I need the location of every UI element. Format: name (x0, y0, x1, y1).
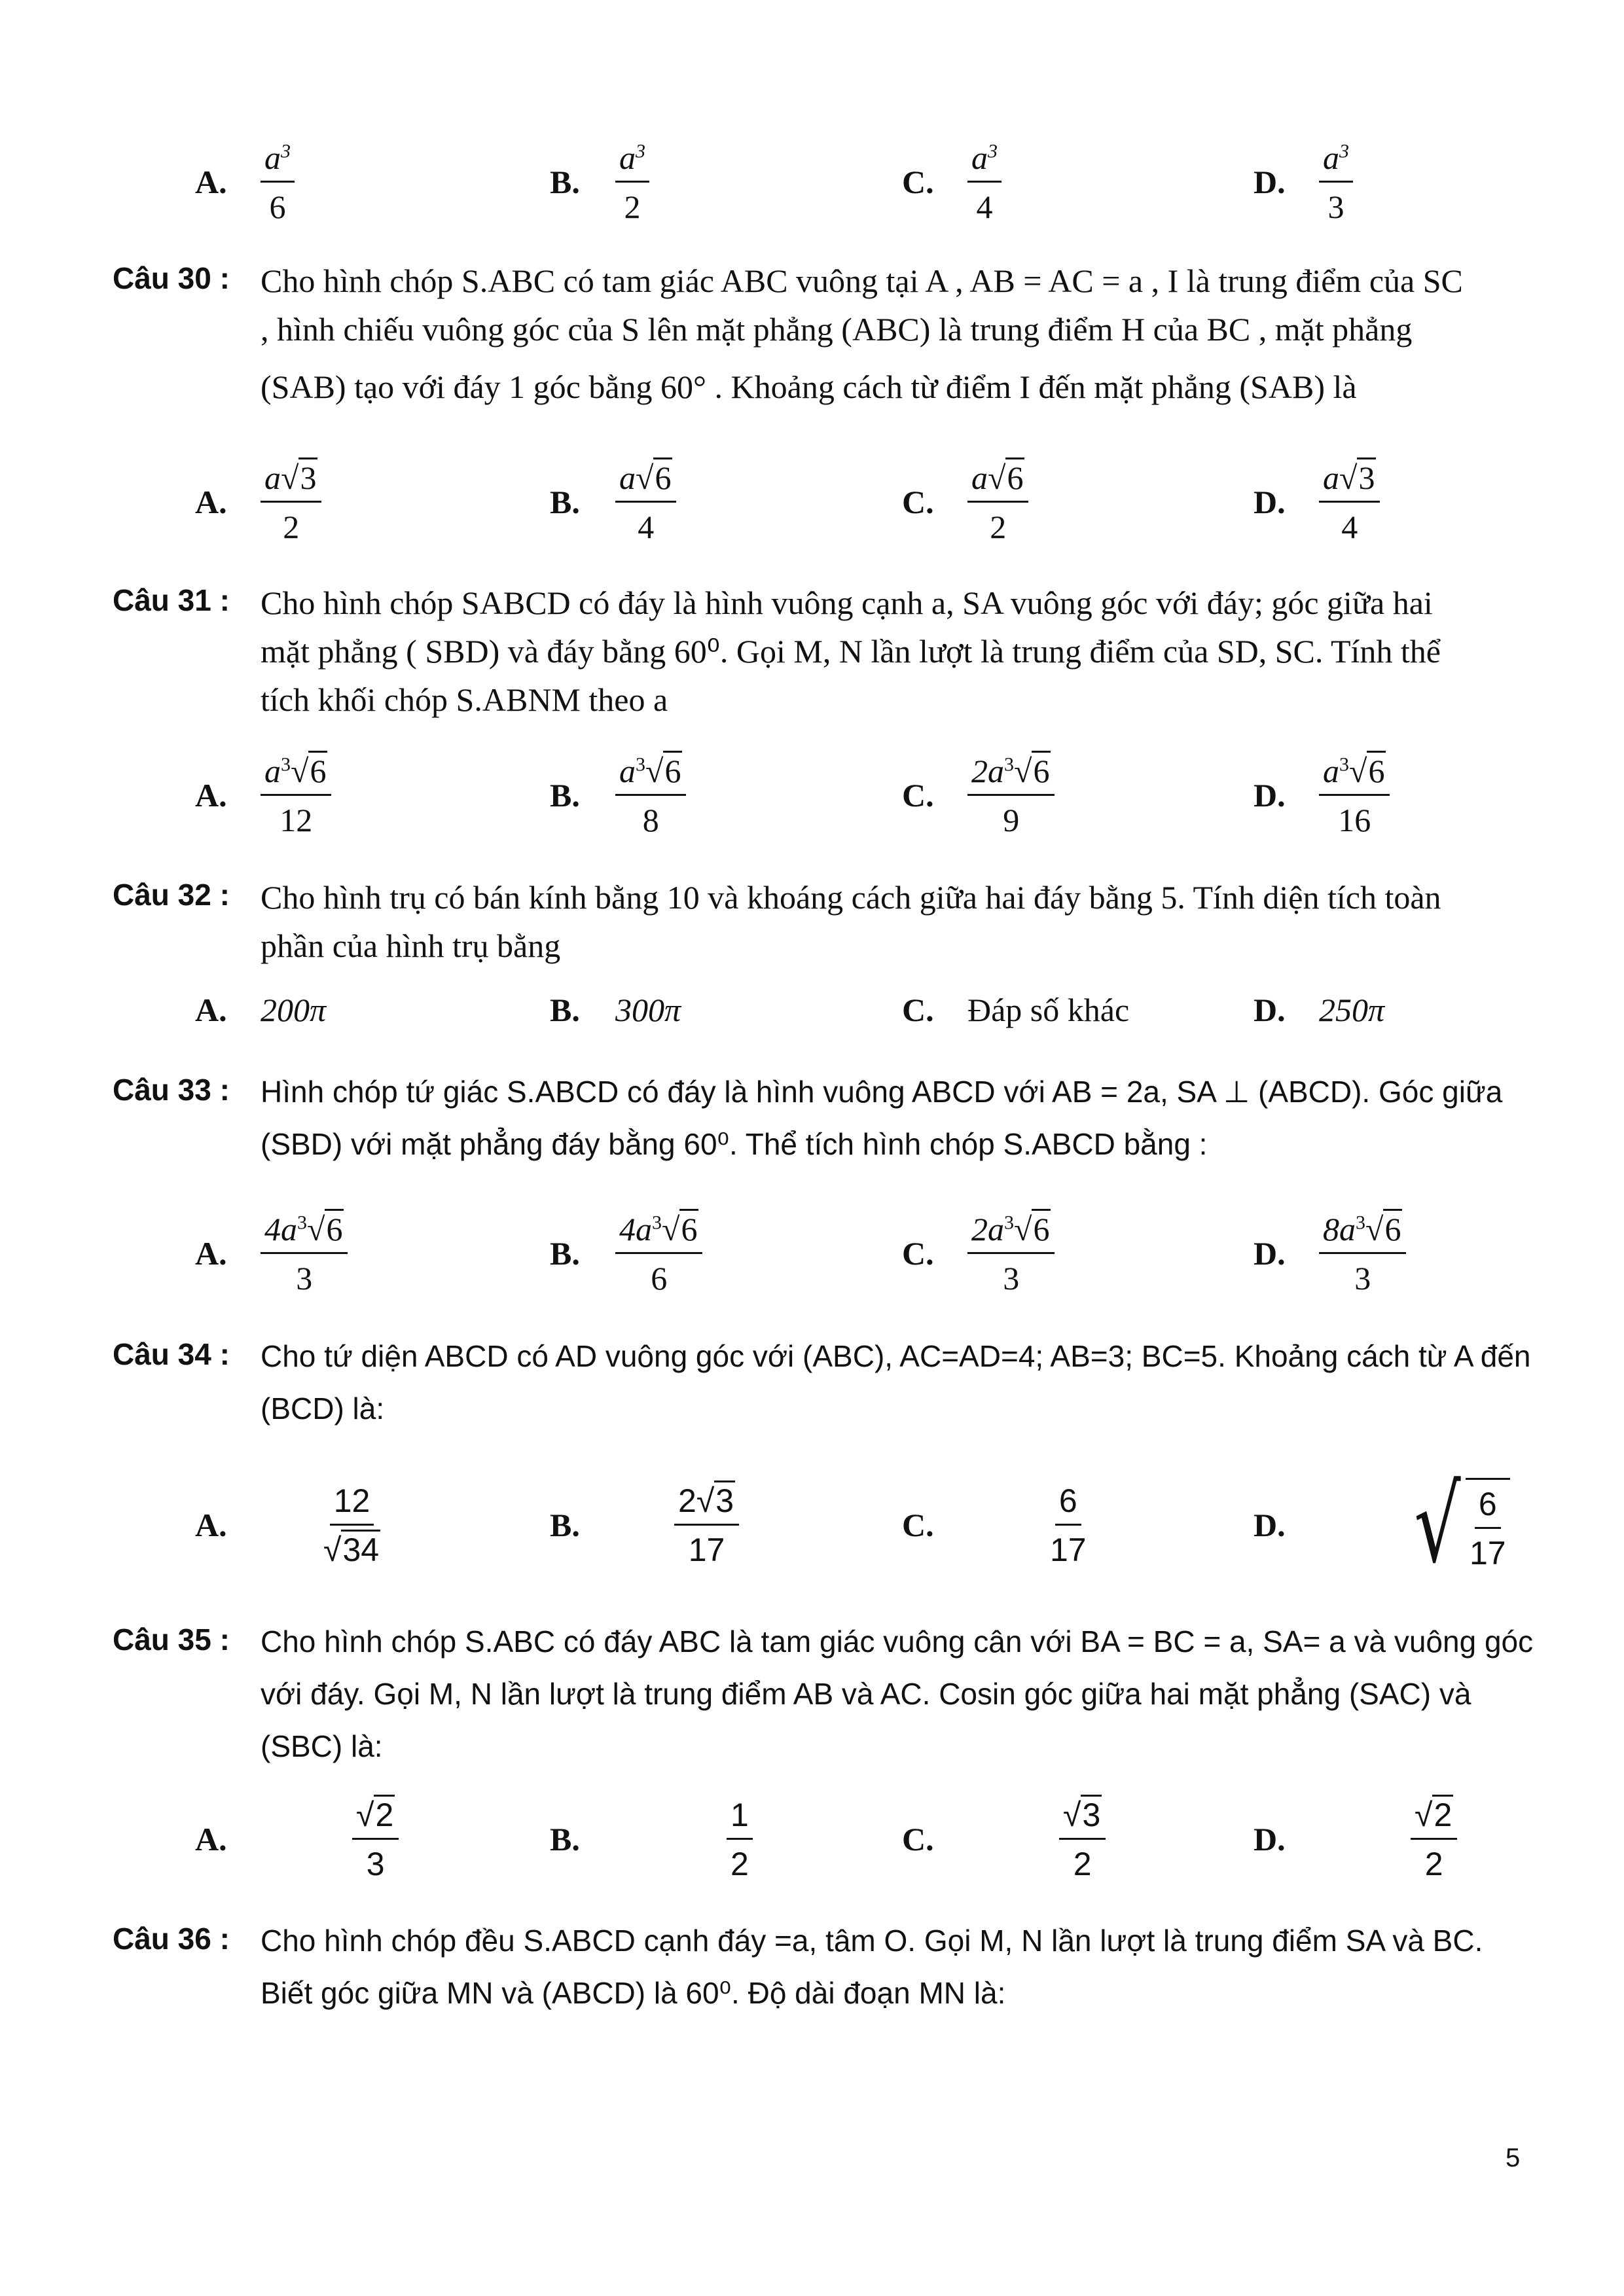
fraction: $\frac{a√6}{2}$ (967, 459, 1028, 546)
fraction: $\frac{6}{17}$ (1050, 1482, 1087, 1568)
q32-option-b[interactable]: B. 300π (550, 992, 681, 1028)
q35-option-b[interactable]: B. $\frac{1}{2}$ (550, 1787, 753, 1892)
q30-option-d[interactable]: D. $\frac{a√3}{4}$ (1254, 453, 1380, 551)
q31-option-c[interactable]: C. $\frac{2a^3√6}{9}$ (902, 746, 1055, 844)
question-text: Cho hình chóp SABCD có đáy là hình vuông cạnh a, SA vuông góc với đáy; góc giữa hai mặt phẳng ( SBD) và đáy bằng 60⁰. Gọi M, N lần lượt là trung điểm của SD, SC. Tính thể tích khối chóp S.ABNM theo a (261, 584, 1441, 718)
q31-option-a[interactable]: A. $\frac{a^3√6}{12}$ (195, 746, 331, 844)
fraction: $\frac{√2}{2}$ (1411, 1796, 1457, 1883)
fraction: $\frac{√3}{2}$ (1059, 1796, 1106, 1883)
q34-option-d[interactable]: D. √ $\frac{6}{17}$ (1254, 1473, 1510, 1577)
q34-option-c[interactable]: C. $\frac{6}{17}$ (902, 1473, 1091, 1577)
q31-option-b[interactable]: B. $\frac{a^3√6}{8}$ (550, 746, 686, 844)
q32-option-d[interactable]: D. 250π (1254, 992, 1385, 1028)
question-text: Cho tứ diện ABCD có AD vuông góc với (ABC), AC=AD=4; AB=3; BC=5. Khoảng cách từ A đến (BCD) là: (261, 1339, 1531, 1426)
question-text: Hình chóp tứ giác S.ABCD có đáy là hình vuông ABCD với AB = 2a, SA ⊥ (ABCD). Góc giữa (SBD) với mặt phẳng đáy bằng 60⁰. Thể tích hình chóp S.ABCD bằng : (261, 1075, 1503, 1161)
question-text: Cho hình trụ có bán kính bằng 10 và khoáng cách giữa hai đáy bằng 5. Tính diện tích toàn phần của hình trụ bằng (261, 879, 1441, 964)
question-number: Câu 34 : (113, 1337, 230, 1371)
q29-option-a[interactable]: A. $\frac{a^3}{6}$ (195, 133, 295, 231)
fraction: $\frac{2a^3√6}{9}$ (967, 752, 1055, 839)
fraction: $\frac{a√6}{4}$ (615, 459, 676, 546)
fraction: $\frac{a^3}{2}$ (615, 139, 649, 226)
question-number: Câu 35 : (113, 1623, 230, 1657)
fraction: $\frac{a^3√6}{16}$ (1319, 752, 1390, 839)
fraction: $\frac{a√3}{4}$ (1319, 459, 1380, 546)
question-number: Câu 30 : (113, 261, 230, 295)
q29-option-b[interactable]: B. $\frac{a^3}{2}$ (550, 133, 649, 231)
question-text: Cho hình chóp S.ABC có đáy ABC là tam giác vuông cân với BA = BC = a, SA= a và vuông góc với đáy. Gọi M, N lần lượt là trung điểm AB và AC. Cosin góc giữa hai mặt phẳng (SAC) và (SBC) là: (261, 1624, 1534, 1763)
q31-option-d[interactable]: D. $\frac{a^3√6}{16}$ (1254, 746, 1390, 844)
fraction: $\frac{a^3}{3}$ (1319, 139, 1353, 226)
question-number: Câu 32 : (113, 878, 230, 912)
q34-option-a[interactable]: A. $\frac{12}{√34}$ (195, 1473, 384, 1577)
fraction: $\frac{√2}{3}$ (352, 1796, 399, 1883)
q30-option-c[interactable]: C. $\frac{a√6}{2}$ (902, 453, 1028, 551)
fraction: $\frac{1}{2}$ (727, 1796, 753, 1883)
q35-option-c[interactable]: C. $\frac{√3}{2}$ (902, 1787, 1106, 1892)
question-number: Câu 36 : (113, 1922, 230, 1956)
q33-option-d[interactable]: D. $\frac{8a^3√6}{3}$ (1254, 1204, 1406, 1302)
fraction: $\frac{2√3}{17}$ (674, 1482, 739, 1569)
fraction: $\frac{4a^3√6}{3}$ (261, 1210, 348, 1297)
fraction: $\frac{a^3}{6}$ (261, 139, 295, 226)
q32-option-a[interactable]: A. 200π (195, 992, 327, 1028)
question-text: Cho hình chóp đều S.ABCD cạnh đáy =a, tâm O. Gọi M, N lần lượt là trung điểm SA và BC. Biết góc giữa MN và (ABCD) là 60⁰. Độ dài đoạn MN là: (261, 1924, 1483, 2010)
fraction: $\frac{a^3√6}{8}$ (615, 752, 686, 839)
fraction: $\frac{4a^3√6}{6}$ (615, 1210, 702, 1297)
fraction: $\frac{a^3√6}{12}$ (261, 752, 331, 839)
question-text: Cho hình chóp S.ABC có tam giác ABC vuông tại A , AB = AC = a , I là trung điểm của SC , hình chiếu vuông góc của S lên mặt phẳng (ABC) là trung điểm H của BC , mặt phẳng (SAB) tạo với đáy 1 góc bằng 60° . Khoảng cách từ điểm I đến mặt phẳng (SAB) là (261, 262, 1463, 405)
q29-option-c[interactable]: C. $\frac{a^3}{4}$ (902, 133, 1001, 231)
q29-option-d[interactable]: D. $\frac{a^3}{3}$ (1254, 133, 1353, 231)
q30-option-a[interactable]: A. $\frac{a√3}{2}$ (195, 453, 321, 551)
q33-option-c[interactable]: C. $\frac{2a^3√6}{3}$ (902, 1204, 1055, 1302)
fraction: $\frac{a^3}{4}$ (967, 139, 1001, 226)
question-number: Câu 31 : (113, 583, 230, 617)
q35-option-a[interactable]: A. $\frac{√2}{3}$ (195, 1787, 399, 1892)
fraction: $\frac{8a^3√6}{3}$ (1319, 1210, 1406, 1297)
q30-option-b[interactable]: B. $\frac{a√6}{4}$ (550, 453, 676, 551)
q34-option-b[interactable]: B. $\frac{2√3}{17}$ (550, 1473, 739, 1577)
page-number: 5 (1506, 2144, 1521, 2172)
fraction: $\frac{a√3}{2}$ (261, 459, 321, 546)
q33-option-a[interactable]: A. $\frac{4a^3√6}{3}$ (195, 1204, 348, 1302)
square-root: √ $\frac{6}{17}$ (1404, 1473, 1510, 1577)
question-number: Câu 33 : (113, 1073, 230, 1107)
fraction: $\frac{2a^3√6}{3}$ (967, 1210, 1055, 1297)
q33-option-b[interactable]: B. $\frac{4a^3√6}{6}$ (550, 1204, 702, 1302)
q32-option-c[interactable]: C. Đáp số khác (902, 992, 1130, 1028)
fraction: $\frac{12}{√34}$ (323, 1482, 380, 1568)
q35-option-d[interactable]: D. $\frac{√2}{2}$ (1254, 1787, 1457, 1892)
